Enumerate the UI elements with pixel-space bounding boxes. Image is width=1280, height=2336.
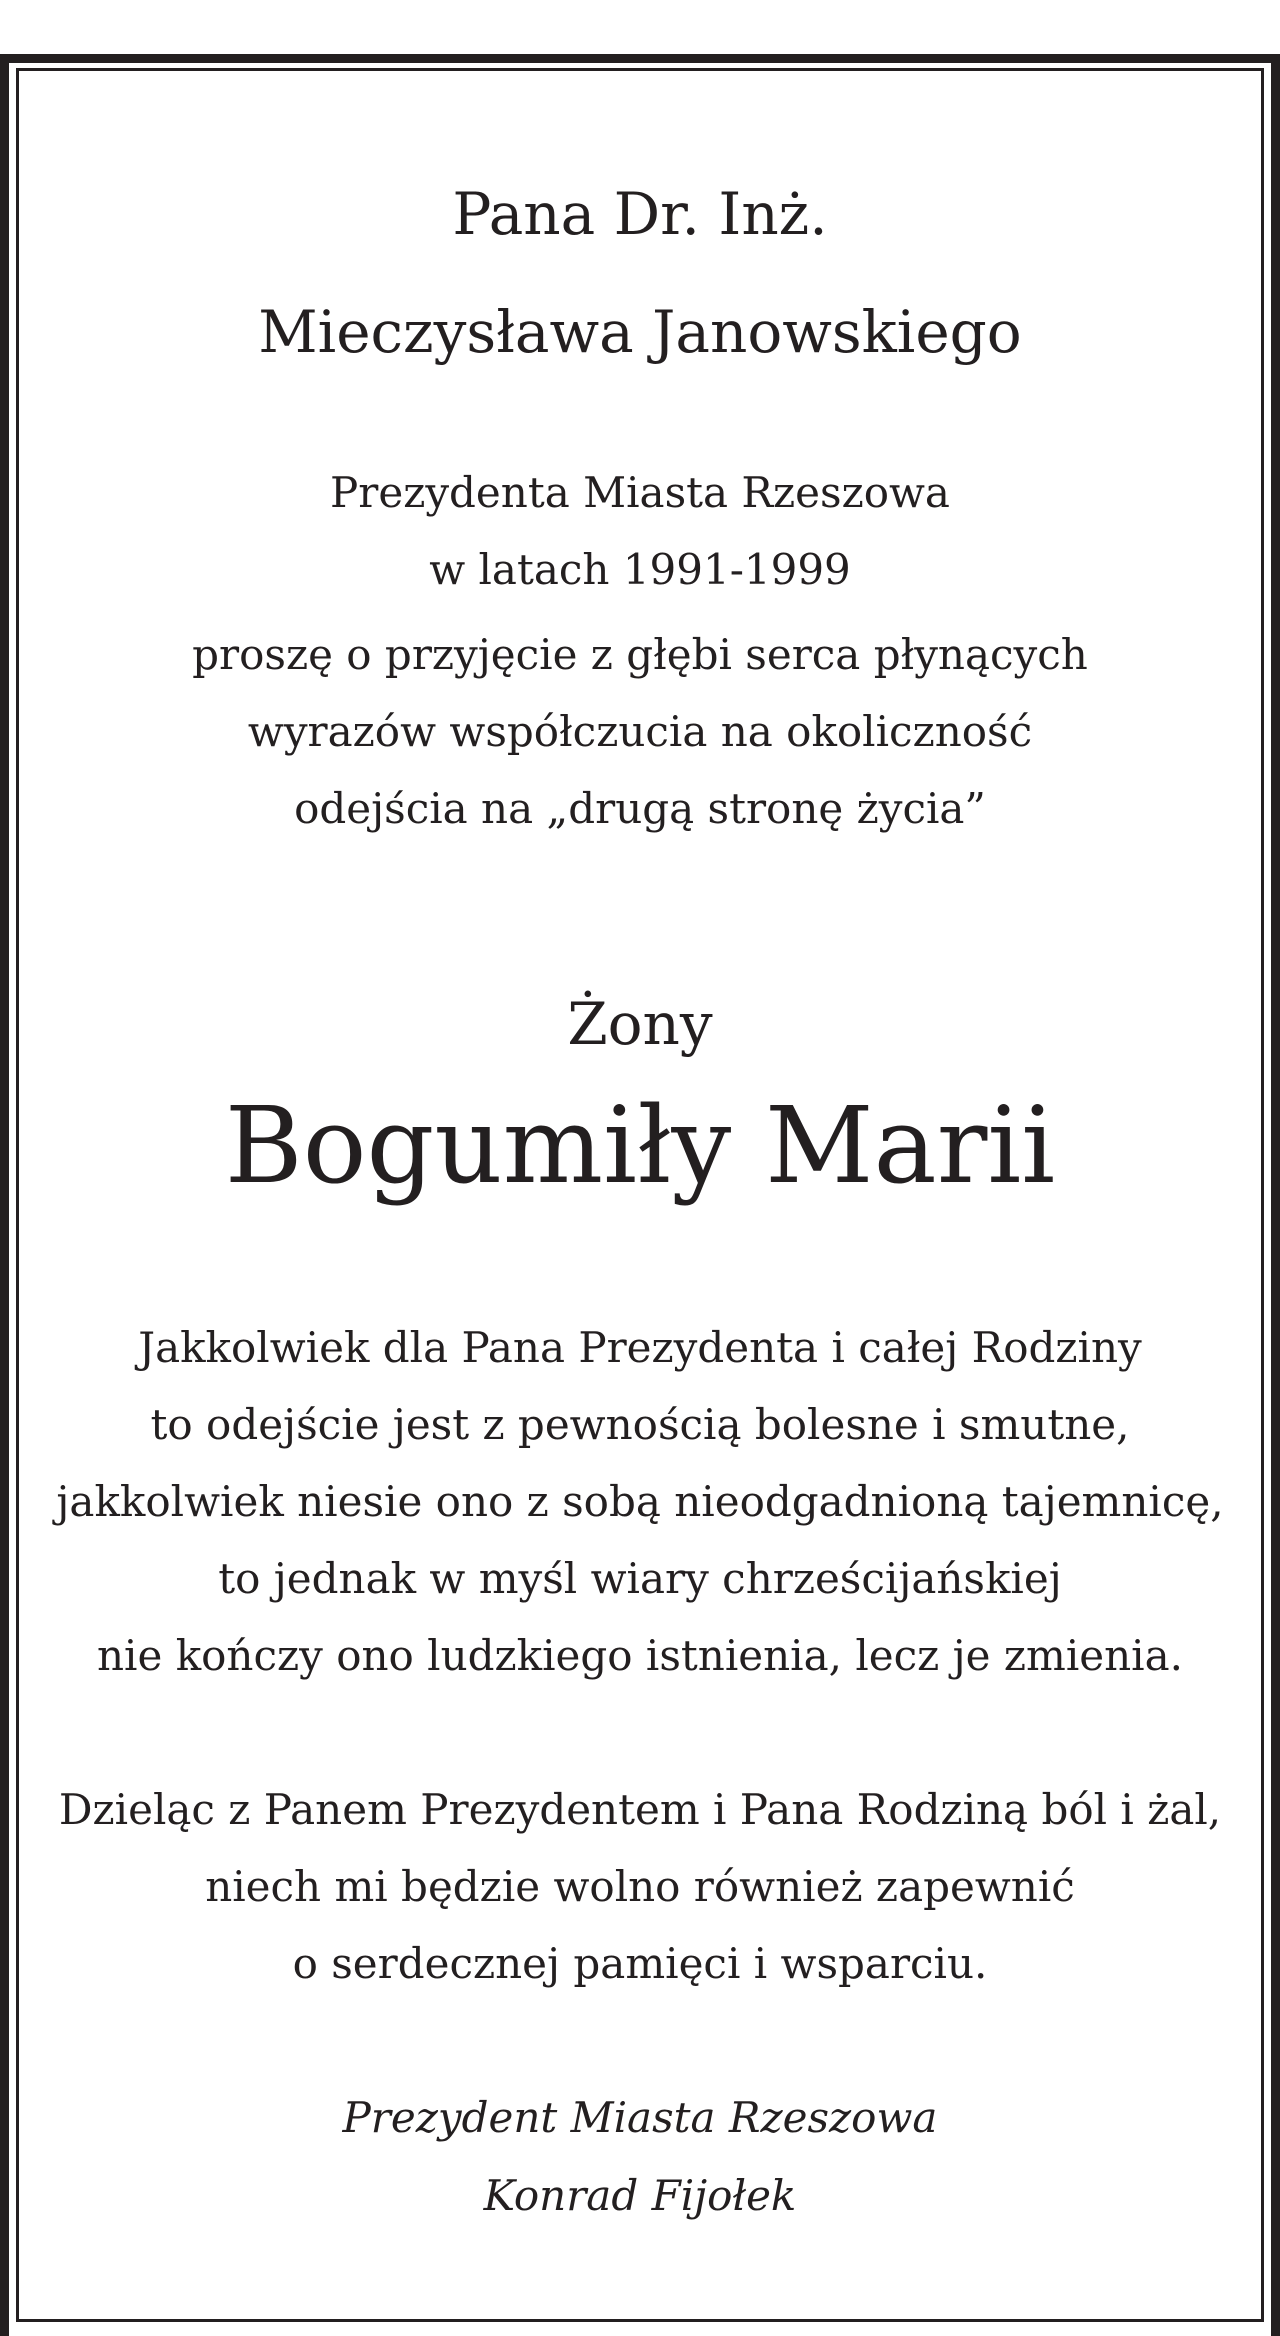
role-office: Prezydenta Miasta Rzeszowa <box>330 468 950 517</box>
paragraph-line: niech mi będzie wolno również zapewnić <box>205 1862 1075 1911</box>
deceased-relation: Żony <box>567 990 713 1058</box>
paragraph-line: to odejście jest z pewnością bolesne i smutne, <box>150 1400 1130 1449</box>
role-years: w latach 1991-1999 <box>429 545 851 594</box>
addressee-role <box>19 454 1261 608</box>
deceased-relation-block <box>19 979 1261 1069</box>
paragraph-line: nie kończy ono ludzkiego istnienia, lecz je zmienia. <box>97 1631 1183 1680</box>
addressee-heading <box>19 155 1261 391</box>
paragraph-line: Jakkolwiek dla Pana Prezydenta i całej Rodziny <box>138 1323 1142 1372</box>
deceased-name-block <box>19 1071 1261 1221</box>
signature-block <box>19 2079 1261 2235</box>
reflection-paragraph <box>19 1309 1261 1694</box>
paragraph-line: Dzieląc z Panem Prezydentem i Pana Rodziną ból i żal, <box>58 1785 1222 1834</box>
paragraph-line: to jednak w myśl wiary chrześcijańskiej <box>218 1554 1062 1603</box>
signature-name: Konrad Fijołek <box>483 2171 797 2220</box>
condolence-line: wyrazów współczucia na okoliczność <box>247 707 1033 756</box>
paragraph-line: jakkolwiek niesie ono z sobą nieodgadnioną tajemnicę, <box>56 1477 1224 1526</box>
addressee-title: Pana Dr. Inż. <box>452 180 828 248</box>
support-paragraph <box>19 1771 1261 2002</box>
paragraph-line: o serdecznej pamięci i wsparciu. <box>292 1939 988 1988</box>
signature-title: Prezydent Miasta Rzeszowa <box>342 2093 938 2142</box>
condolence-line: odejścia na „drugą stronę życia” <box>294 784 986 833</box>
deceased-name: Bogumiły Marii <box>224 1084 1056 1207</box>
condolence-line: proszę o przyjęcie z głębi serca płynących <box>192 630 1088 679</box>
addressee-name: Mieczysława Janowskiego <box>258 298 1022 366</box>
condolence-text <box>19 616 1261 847</box>
